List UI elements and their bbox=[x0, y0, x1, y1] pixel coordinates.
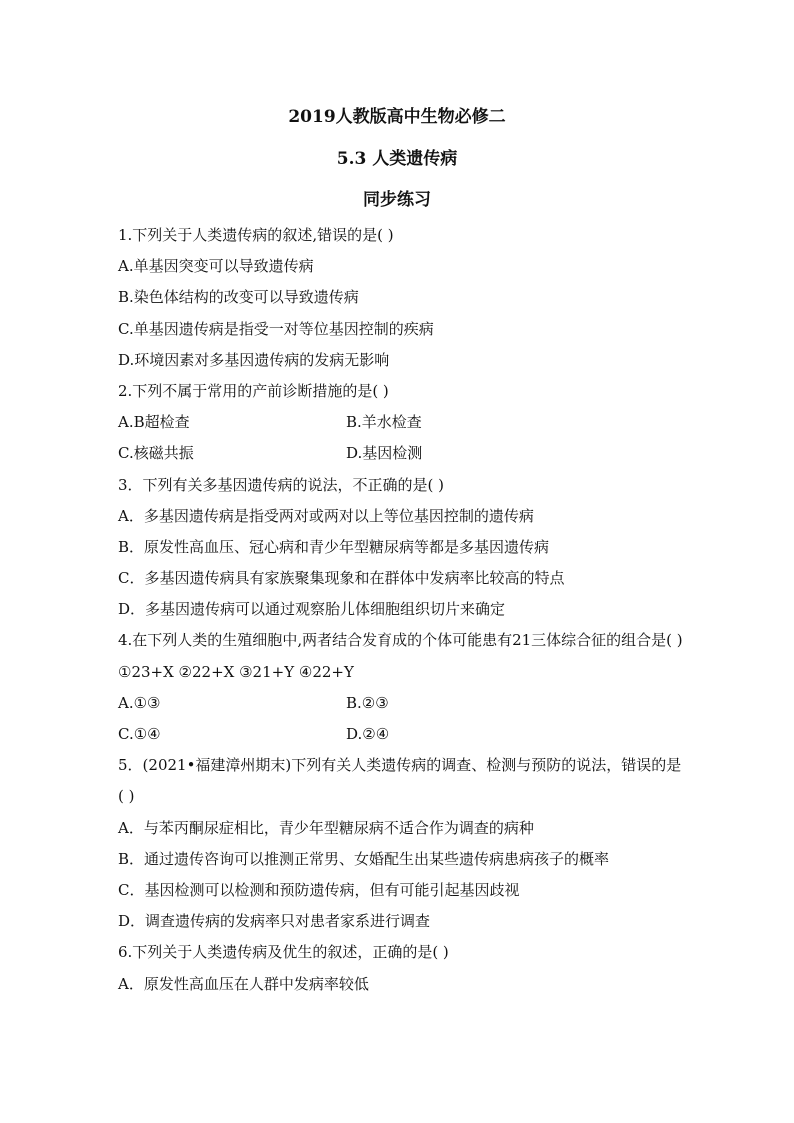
question-stem: 4.在下列人类的生殖细胞中,两者结合发育成的个体可能患有21三体综合征的组合是( ) bbox=[118, 631, 683, 650]
question-2 bbox=[118, 376, 683, 470]
option-c: C．基因检测可以检测和预防遗传病，但有可能引起基因歧视 bbox=[118, 880, 520, 899]
chapter-subtitle: 5.3 人类遗传病 bbox=[336, 149, 458, 169]
question-1 bbox=[118, 220, 683, 376]
option-row bbox=[118, 688, 683, 719]
option-a: A.①③ bbox=[118, 693, 161, 712]
option-a: A．多基因遗传病是指受两对或两对以上等位基因控制的遗传病 bbox=[118, 506, 534, 525]
question-4 bbox=[118, 625, 683, 750]
option-c: C.核磁共振 bbox=[118, 444, 194, 463]
question-stem: 6.下列关于人类遗传病及优生的叙述，正确的是( ) bbox=[118, 943, 449, 962]
option-d: D.②④ bbox=[346, 725, 390, 744]
question-5 bbox=[118, 750, 683, 937]
option-b: B.②③ bbox=[346, 693, 389, 712]
option-row bbox=[118, 407, 683, 438]
option-d: D．调查遗传病的发病率只对患者家系进行调查 bbox=[118, 912, 431, 931]
option-b: B．原发性高血压、冠心病和青少年型糖尿病等都是多基因遗传病 bbox=[118, 537, 550, 556]
option-b: B.羊水检查 bbox=[346, 413, 422, 432]
option-a: A．原发性高血压在人群中发病率较低 bbox=[118, 974, 369, 993]
gamete-list: ①23+X ②22+X ③21+Y ④22+Y bbox=[118, 662, 354, 681]
question-list bbox=[118, 220, 683, 1000]
question-3 bbox=[118, 470, 683, 626]
option-row bbox=[118, 438, 683, 469]
option-a: A.单基因突变可以导致遗传病 bbox=[118, 257, 314, 276]
option-c: C.单基因遗传病是指受一对等位基因控制的疾病 bbox=[118, 319, 434, 338]
question-stem: 3．下列有关多基因遗传病的说法，不正确的是( ) bbox=[118, 475, 445, 494]
question-6 bbox=[118, 937, 683, 999]
option-d: D.环境因素对多基因遗传病的发病无影响 bbox=[118, 350, 390, 369]
option-c: C．多基因遗传病具有家族聚集现象和在群体中发病率比较高的特点 bbox=[118, 569, 565, 588]
question-stem: 1.下列关于人类遗传病的叙述,错误的是( ) bbox=[118, 226, 394, 244]
document-title: 2019人教版高中生物必修二 bbox=[288, 107, 506, 127]
question-stem: 5．(2021•福建漳州期末)下列有关人类遗传病的调查、检测与预防的说法，错误的是( ) bbox=[118, 756, 682, 806]
option-row bbox=[118, 719, 683, 750]
option-b: B．通过遗传咨询可以推测正常男、女婚配生出某些遗传病患病孩子的概率 bbox=[118, 849, 610, 868]
option-d: D.基因检测 bbox=[346, 444, 423, 463]
option-a: A．与苯丙酮尿症相比，青少年型糖尿病不适合作为调查的病种 bbox=[118, 818, 534, 837]
section-heading: 同步练习 bbox=[363, 190, 431, 210]
option-c: C.①④ bbox=[118, 725, 161, 744]
option-d: D．多基因遗传病可以通过观察胎儿体细胞组织切片来确定 bbox=[118, 600, 506, 619]
option-b: B.染色体结构的改变可以导致遗传病 bbox=[118, 288, 359, 307]
question-stem: 2.下列不属于常用的产前诊断措施的是( ) bbox=[118, 381, 389, 400]
option-a: A.B超检查 bbox=[118, 413, 190, 432]
